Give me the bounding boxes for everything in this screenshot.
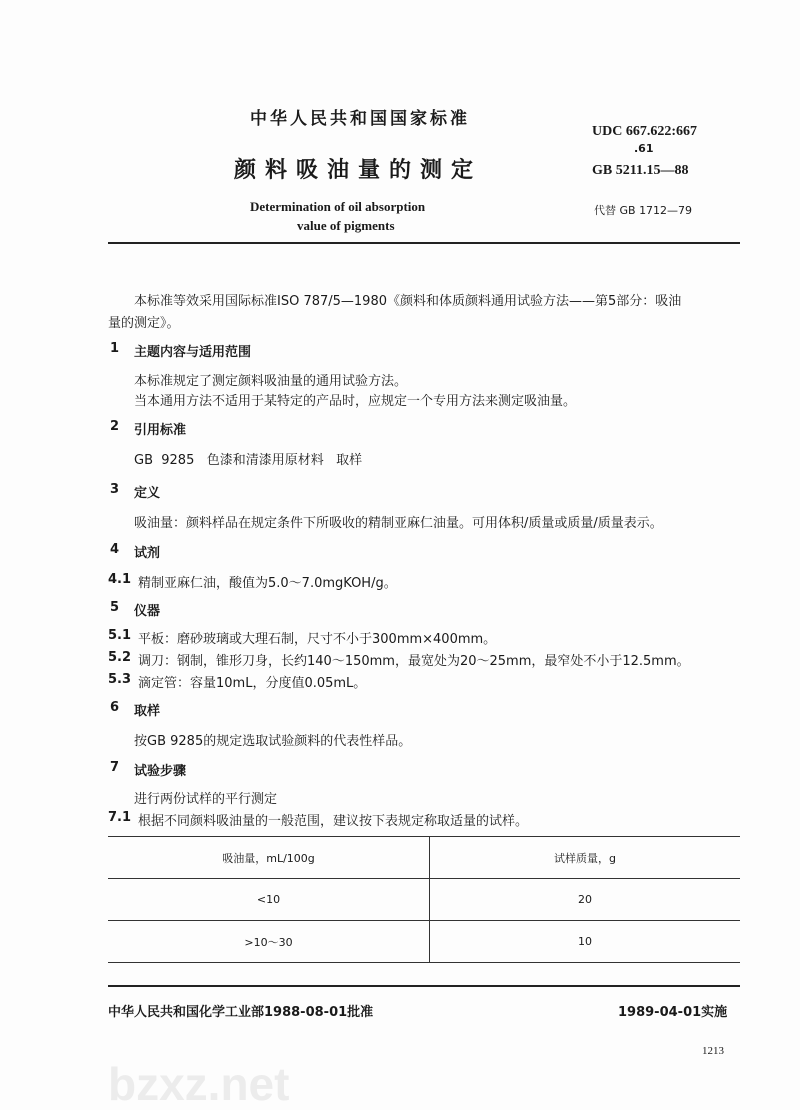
table-row — [108, 921, 740, 963]
sample-mass-table — [108, 836, 740, 963]
table-cell: 10 — [430, 921, 741, 963]
section-2-title: 引用标准 — [134, 423, 187, 438]
clause-4-1: 精制亚麻仁油，酸值为5.0～7.0mgKOH/g。 — [138, 576, 397, 591]
section-number: 2 — [110, 419, 120, 434]
approval-note: 中华人民共和国化学工业部1988-08-01批准 — [108, 1005, 374, 1020]
gb-number: GB 5211.15—88 — [592, 163, 689, 178]
replaces-note: 代替 GB 1712—79 — [594, 204, 693, 217]
table-cell: 20 — [430, 879, 741, 921]
section-1-para-2: 当本通用方法不适用于某特定的产品时，应规定一个专用方法来测定吸油量。 — [134, 394, 577, 409]
clause-number: 5.3 — [108, 672, 132, 687]
table-header-cell: 吸油量，mL/100g — [108, 837, 430, 879]
table-cell: >10～30 — [108, 921, 430, 963]
clause-7-1: 根据不同颜料吸油量的一般范围，建议按下表规定称取适量的试样。 — [138, 814, 529, 829]
header-rule — [108, 242, 740, 244]
section-number: 3 — [110, 482, 120, 497]
section-3-title: 定义 — [134, 486, 161, 501]
title-cn: 颜料吸油量的测定 — [234, 158, 483, 183]
section-1-title: 主题内容与适用范围 — [134, 345, 252, 360]
section-1-para-1: 本标准规定了测定颜料吸油量的通用试验方法。 — [134, 374, 408, 389]
section-3-para: 吸油量：颜料样品在规定条件下所吸收的精制亚麻仁油量。可用体积/质量或质量/质量表示。 — [134, 516, 663, 531]
national-standard-label: 中华人民共和国国家标准 — [250, 109, 470, 129]
intro-line-2: 量的测定》。 — [108, 316, 180, 331]
clause-number: 4.1 — [108, 572, 132, 587]
footer-rule — [108, 985, 740, 987]
section-5-title: 仪器 — [134, 604, 161, 619]
clause-number: 5.1 — [108, 628, 132, 643]
title-en-1: Determination of oil absorption — [250, 199, 426, 214]
section-number: 7 — [110, 760, 120, 775]
clause-5-2: 调刀：钢制，锥形刀身，长约140～150mm，最宽处为20～25mm，最窄处不小于12.5mm。 — [138, 654, 690, 669]
table-header-row — [108, 837, 740, 879]
udc-code: UDC 667.622:667 — [592, 124, 697, 139]
page-number: 1213 — [702, 1045, 724, 1057]
clause-5-1: 平板：磨砂玻璃或大理石制，尺寸不小于300mm×400mm。 — [138, 632, 497, 647]
section-number: 6 — [110, 700, 120, 715]
clause-number: 7.1 — [108, 810, 132, 825]
section-6-para: 按GB 9285的规定选取试验颜料的代表性样品。 — [134, 734, 412, 749]
title-en-2: value of pigments — [297, 218, 395, 233]
watermark-logo — [108, 1060, 368, 1106]
svg-text:bzxz.net: bzxz.net — [108, 1060, 290, 1106]
section-number: 1 — [110, 341, 120, 356]
table-header-cell: 试样质量，g — [430, 837, 741, 879]
table-cell: <10 — [108, 879, 430, 921]
section-number: 4 — [110, 542, 120, 557]
section-4-title: 试剂 — [134, 546, 161, 561]
section-7-title: 试验步骤 — [134, 764, 187, 779]
section-2-para: GB 9285 色漆和清漆用原材料 取样 — [134, 453, 363, 468]
intro-line-1: 本标准等效采用国际标准ISO 787/5—1980《颜料和体质颜料通用试验方法——第5部分：吸油 — [134, 294, 682, 309]
table-row — [108, 879, 740, 921]
udc-code-cont: .61 — [634, 142, 654, 155]
effective-date: 1989-04-01实施 — [618, 1005, 728, 1020]
clause-5-3: 滴定管：容量10mL，分度值0.05mL。 — [138, 676, 367, 691]
section-7-para: 进行两份试样的平行测定 — [134, 792, 278, 807]
section-6-title: 取样 — [134, 704, 161, 719]
section-number: 5 — [110, 600, 120, 615]
clause-number: 5.2 — [108, 650, 132, 665]
